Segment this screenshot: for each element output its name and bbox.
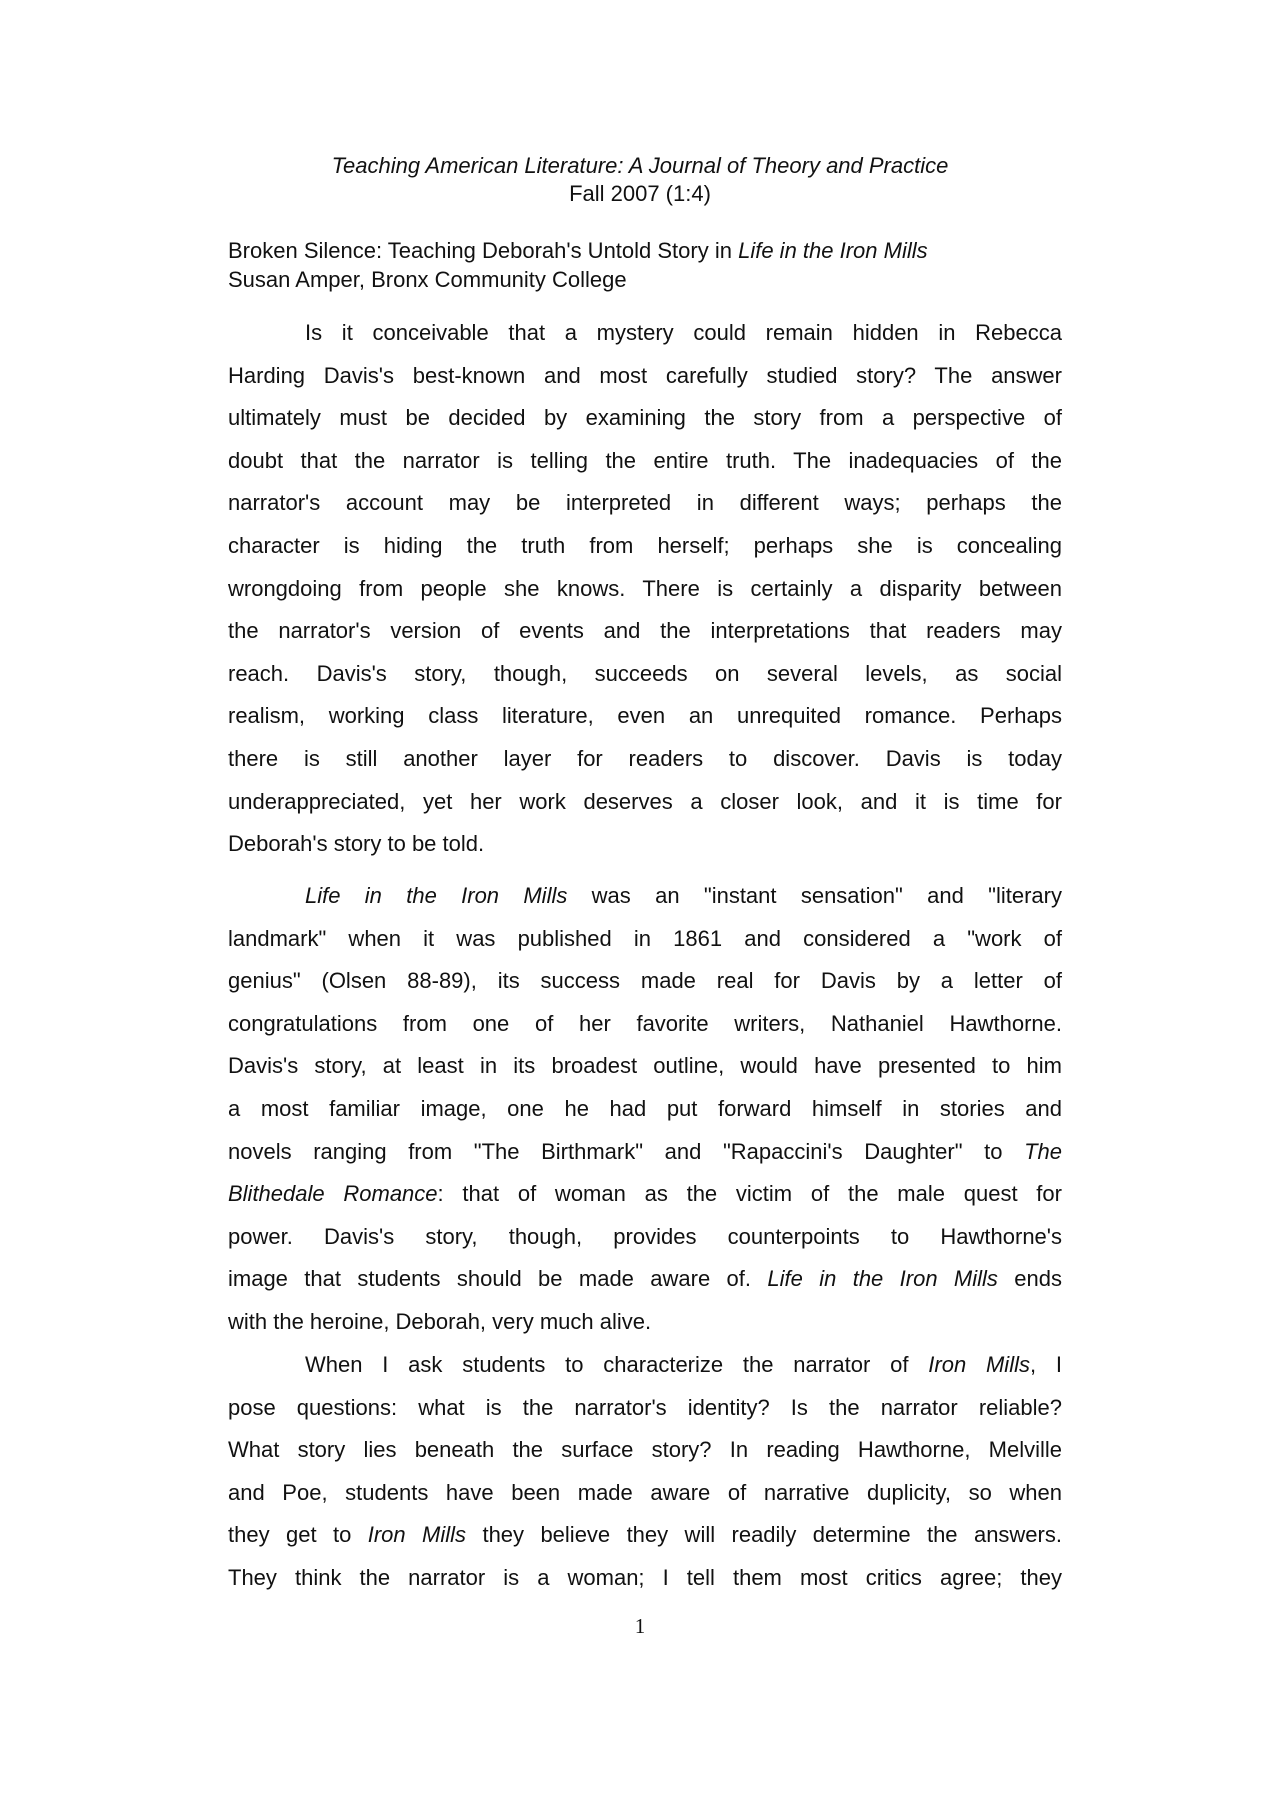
paragraph-2 — [228, 875, 1062, 1344]
text-line — [228, 1472, 1062, 1515]
text-line — [228, 1131, 1062, 1174]
text-segment: was an "instant sensation" and "literary — [567, 883, 1062, 908]
text-line — [228, 653, 1062, 696]
text-segment: , I — [1029, 1352, 1063, 1377]
text-line — [228, 1216, 1062, 1259]
page-number: 1 — [634, 1614, 646, 1638]
text-segment: and Poe, students have been made aware of narrative duplicity, so when — [228, 1479, 1062, 1505]
text-segment: power. Davis's story, though, provides counterpoints to Hawthorne's — [228, 1223, 1062, 1249]
text-line — [228, 440, 1062, 483]
text-segment: ends — [997, 1266, 1062, 1292]
text-segment: realism, working class literature, even an unrequited romance. Perhaps — [228, 703, 1062, 729]
text-segment: congratulations from one of her favorite writers, Nathaniel Hawthorne. — [228, 1010, 1062, 1036]
text-segment: the narrator's version of events and the interpretations that readers may — [228, 618, 1062, 644]
text-line — [228, 875, 1062, 918]
text-line — [228, 355, 1062, 398]
issue-info: Fall 2007 (1:4) — [569, 181, 711, 206]
text-segment: novels ranging from "The Birthmark" and "Rapaccini's Daughter" to — [228, 1138, 1025, 1164]
article-heading — [228, 236, 1068, 294]
article-title-italic: Life in the Iron Mills — [738, 238, 928, 263]
text-segment: Harding Davis's best-known and most carefully studied story? The answer — [228, 362, 1062, 388]
article-title — [228, 236, 1068, 265]
article-title-text: Broken Silence: Teaching Deborah's Untold Story in — [228, 238, 739, 263]
text-line — [228, 781, 1062, 824]
text-segment: Davis's story, at least in its broadest outline, would have presented to him — [228, 1053, 1062, 1079]
text-line — [228, 960, 1062, 1003]
text-segment: they get to — [228, 1522, 368, 1548]
text-segment: underappreciated, yet her work deserves a closer look, and it is time for — [228, 788, 1062, 814]
text-segment: Is it conceivable that a mystery could remain hidden in Rebecca — [305, 320, 1062, 345]
text-segment: pose questions: what is the narrator's identity? Is the narrator reliable? — [228, 1394, 1062, 1420]
text-segment: What story lies beneath the surface story? In reading Hawthorne, Melville — [228, 1437, 1062, 1463]
text-segment: there is still another layer for readers to discover. Davis is today — [228, 745, 1062, 771]
text-segment: image that students should be made aware of. — [228, 1266, 768, 1292]
text-line — [228, 1514, 1062, 1557]
text-segment: Deborah's story to be told. — [228, 831, 485, 857]
text-segment: : that of woman as the victim of the male quest for — [437, 1181, 1062, 1207]
text-line — [228, 1344, 1062, 1387]
text-line — [228, 1387, 1062, 1430]
italic-text: Blithedale Romance — [228, 1181, 438, 1207]
text-segment: they believe they will readily determine the answers. — [466, 1522, 1062, 1548]
text-segment: with the heroine, Deborah, very much alive. — [228, 1308, 652, 1334]
text-line — [228, 1088, 1062, 1131]
italic-text: Iron Mills — [928, 1352, 1030, 1377]
text-line — [228, 568, 1062, 611]
text-line — [228, 695, 1062, 738]
running-header — [0, 152, 1280, 208]
text-line — [228, 1301, 1062, 1344]
text-segment: genius" (Olsen 88-89), its success made real for Davis by a letter of — [228, 968, 1062, 994]
text-segment: wrongdoing from people she knows. There is certainly a disparity between — [228, 575, 1062, 601]
text-segment: They think the narrator is a woman; I tell them most critics agree; they — [228, 1564, 1062, 1590]
text-line — [228, 823, 1062, 866]
paragraph-3 — [228, 1344, 1062, 1600]
text-segment: ultimately must be decided by examining the story from a perspective of — [228, 405, 1062, 431]
text-line — [228, 1258, 1062, 1301]
text-line — [228, 1003, 1062, 1046]
text-segment: When I ask students to characterize the narrator of — [305, 1352, 929, 1377]
text-line — [228, 1045, 1062, 1088]
article-author: Susan Amper, Bronx Community College — [228, 267, 627, 292]
text-line — [228, 312, 1062, 355]
text-segment: landmark" when it was published in 1861 and considered a "work of — [228, 925, 1062, 951]
text-line — [228, 1173, 1062, 1216]
text-line — [228, 1429, 1062, 1472]
journal-title: Teaching American Literature: A Journal of Theory and Practice — [331, 153, 949, 178]
italic-text: The — [1024, 1138, 1062, 1164]
text-segment: doubt that the narrator is telling the entire truth. The inadequacies of the — [228, 447, 1062, 473]
text-line — [228, 1557, 1062, 1600]
text-line — [228, 482, 1062, 525]
text-line — [228, 918, 1062, 961]
text-line — [228, 525, 1062, 568]
italic-text: Iron Mills — [367, 1522, 467, 1548]
text-line — [228, 610, 1062, 653]
paragraph-1 — [228, 312, 1062, 866]
text-line — [228, 397, 1062, 440]
text-segment: a most familiar image, one he had put forward himself in stories and — [228, 1095, 1062, 1121]
italic-text: Life in the Iron Mills — [767, 1266, 998, 1292]
text-segment: reach. Davis's story, though, succeeds on several levels, as social — [228, 660, 1062, 686]
text-segment: character is hiding the truth from herself; perhaps she is concealing — [228, 532, 1062, 558]
text-line — [228, 738, 1062, 781]
text-segment: narrator's account may be interpreted in different ways; perhaps the — [228, 490, 1062, 516]
italic-text: Life in the Iron Mills — [305, 883, 568, 908]
